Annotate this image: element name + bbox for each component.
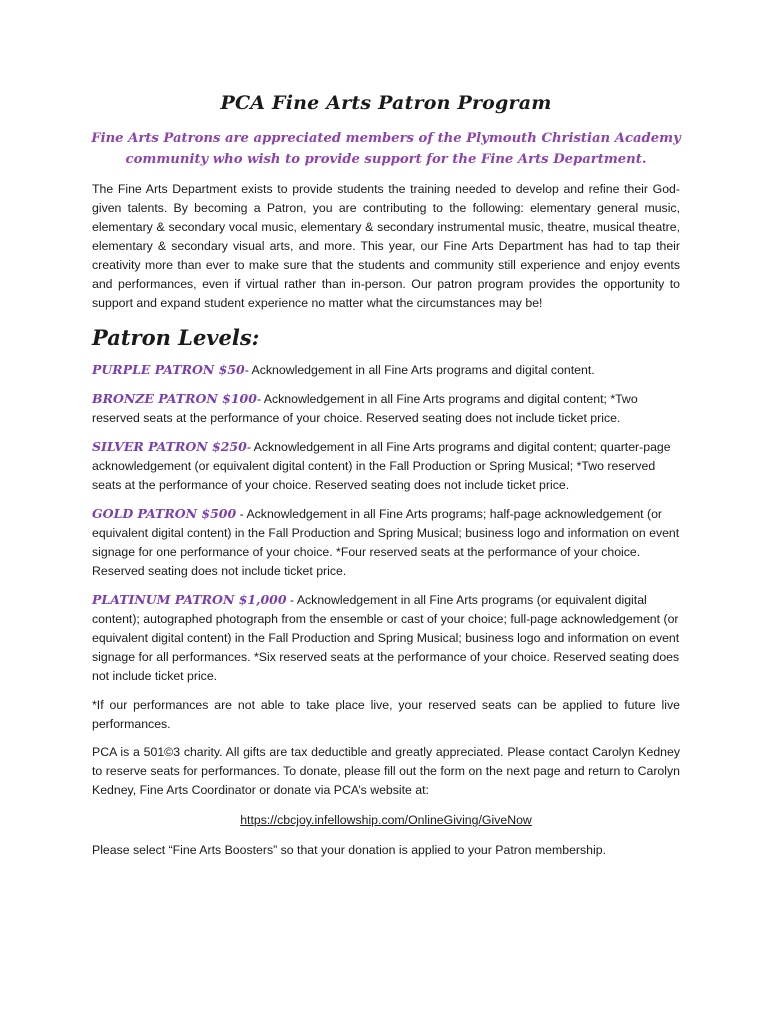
final-instruction: Please select “Fine Arts Boosters” so that your donation is applied to your Patron membership. <box>92 843 606 857</box>
level-name: SILVER PATRON $250 <box>92 439 247 454</box>
level-item-gold <box>92 504 680 581</box>
donate-link[interactable]: https://cbcjoy.infellowship.com/OnlineGiving/GiveNow <box>240 813 532 827</box>
charity-paragraph: PCA is a 501©3 charity. All gifts are tax deductible and greatly appreciated. Please contact Carolyn Kedney to reserve seats for performances. To donate, please fill out the form on the next page and return to Carolyn Kedney, Fine Arts Coordinator or donate via PCA’s website at: <box>92 745 680 797</box>
level-description: - Acknowledgement in all Fine Arts programs (or equivalent digital content); autographed photograph from the ensemble or cast of your choice; full-page acknowledgement (or equivalent digital content) in the Fall Production and Spring Musical; business logo and information on event signage for all performances. *Six reserved seats at the performance of your choice. Reserved seating does not include ticket price. <box>92 593 680 683</box>
level-name: GOLD PATRON $500 <box>92 506 237 521</box>
page-subtitle: Fine Arts Patrons are appreciated members of the Plymouth Christian Academy community who wish to provide support for the Fine Arts Department. <box>91 131 681 167</box>
level-description: - Acknowledgement in all Fine Arts programs and digital content; quarter-page acknowledgement (or equivalent digital content) in the Fall Production or Spring Musical; *Two reserved seats at the performance of your choice. Reserved seating does not include ticket price. <box>92 440 671 492</box>
document-page <box>92 92 680 860</box>
level-name: PURPLE PATRON $50 <box>92 362 245 377</box>
levels-heading: Patron Levels: <box>92 325 260 350</box>
page-title: PCA Fine Arts Patron Program <box>220 92 552 114</box>
level-description: - Acknowledgement in all Fine Arts programs and digital content. <box>244 363 595 377</box>
level-name: BRONZE PATRON $100 <box>92 391 257 406</box>
level-description: - Acknowledgement in all Fine Arts programs and digital content; *Two reserved seats at the performance of your choice. Reserved seating does not include ticket price. <box>92 392 638 425</box>
donate-link-line <box>92 811 680 830</box>
intro-paragraph: The Fine Arts Department exists to provide students the training needed to develop and refine their God-given talents. By becoming a Patron, you are contributing to the following: elementary general music, elementary & secondary vocal music, elementary & secondary instrumental music, theatre, musical theatre, elementary & secondary visual arts, and more. This year, our Fine Arts Department has had to tap their creativity more than ever to make sure that the students and community still experience and enjoy events and performances, even if virtual rather than in-person. Our patron program provides the opportunity to support and expand student experience no matter what the circumstances may be! <box>92 182 680 310</box>
level-name: PLATINUM PATRON $1,000 <box>92 592 287 607</box>
levels-list <box>92 360 680 686</box>
live-performance-note: *If our performances are not able to take place live, your reserved seats can be applied to future live performances. <box>92 698 680 731</box>
level-item-bronze <box>92 389 680 428</box>
level-item-platinum <box>92 590 680 686</box>
level-item-purple <box>92 360 680 380</box>
level-item-silver <box>92 437 680 495</box>
level-description: - Acknowledgement in all Fine Arts programs; half-page acknowledgement (or equivalent digital content) in the Fall Production and Spring Musical; business logo and information on event signage for one performance of your choice. *Four reserved seats at the performance of your choice. Reserved seating does not include ticket price. <box>92 507 680 578</box>
